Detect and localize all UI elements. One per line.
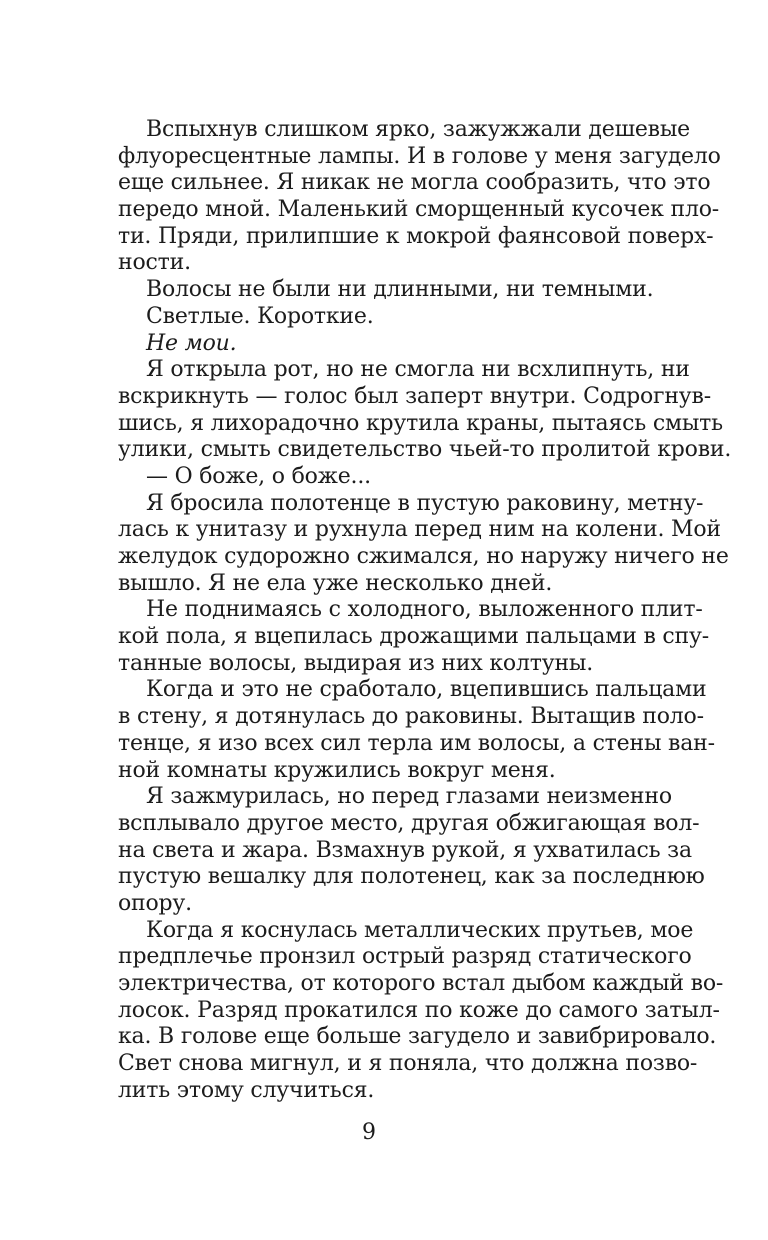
text-line: Не мои. bbox=[146, 330, 237, 356]
text-line: лосок. Разряд прокатился по коже до самого затыл- bbox=[118, 997, 720, 1023]
text-line: передо мной. Маленький сморщенный кусочек пло- bbox=[118, 197, 719, 223]
text-line: шись, я лихорадочно крутила краны, пытаясь смыть bbox=[118, 410, 723, 436]
text-line: Я зажмурилась, но перед глазами неизменно bbox=[146, 784, 672, 810]
text-line: предплечье пронзил острый разряд статического bbox=[118, 944, 692, 970]
text-line: кой пола, я вцепилась дрожащими пальцами в спу- bbox=[118, 624, 709, 650]
text-line: Когда и это не сработало, вцепившись пальцами bbox=[146, 677, 707, 703]
text-line: лить этому случиться. bbox=[118, 1077, 375, 1103]
text-line: вышло. Я не ела уже несколько дней. bbox=[118, 570, 553, 596]
text-line: — О боже, о боже... bbox=[146, 463, 371, 489]
text-line: ности. bbox=[118, 250, 191, 276]
body-text bbox=[118, 117, 732, 1104]
text-line: на света и жара. Взмахнув рукой, я ухватилась за bbox=[118, 837, 692, 863]
text-line: Светлые. Короткие. bbox=[146, 303, 374, 329]
text-line: Волосы не были ни длинными, ни темными. bbox=[146, 277, 654, 303]
text-line: Я бросила полотенце в пустую раковину, метну- bbox=[146, 490, 704, 516]
text-line: желудок судорожно сжимался, но наружу ничего не bbox=[118, 544, 729, 569]
text-line: танные волосы, выдирая из них колтуны. bbox=[118, 650, 594, 676]
text-line: ка. В голове еще больше загудело и завибрировало. bbox=[118, 1024, 717, 1050]
text-line: еще сильнее. Я никак не могла сообразить, что это bbox=[118, 170, 711, 196]
text-line: флуоресцентные лампы. И в голове у меня загудело bbox=[118, 143, 721, 169]
text-line: всплывало другое место, другая обжигающая вол- bbox=[118, 810, 700, 836]
text-line: Я открыла рот, но не смогла ни всхлипнуть, ни bbox=[146, 357, 690, 383]
text-line: ной комнаты кружились вокруг меня. bbox=[118, 757, 556, 783]
text-line: Вспыхнув слишком ярко, зажужжали дешевые bbox=[146, 117, 690, 142]
page-number: 9 bbox=[362, 1120, 376, 1145]
text-line: в стену, я дотянулась до раковины. Вытащив поло- bbox=[118, 704, 704, 730]
text-line: вскрикнуть — голос был заперт внутри. Содрогнув- bbox=[118, 383, 711, 409]
text-line: электричества, от которого встал дыбом каждый во- bbox=[118, 971, 724, 996]
text-line: пустую вешалку для полотенец, как за последнюю bbox=[118, 864, 705, 890]
text-line: опору. bbox=[118, 890, 192, 916]
text-line: тенце, я изо всех сил терла им волосы, а стены ван- bbox=[118, 730, 715, 756]
text-line: Не поднимаясь с холодного, выложенного плит- bbox=[146, 597, 703, 623]
text-line: улики, смыть свидетельство чьей-то пролитой крови. bbox=[118, 437, 732, 463]
text-line: Свет снова мигнул, и я поняла, что должна позво- bbox=[118, 1051, 698, 1077]
text-line: ти. Пряди, прилипшие к мокрой фаянсовой поверх- bbox=[118, 223, 714, 249]
text-line: лась к унитазу и рухнула перед ним на колени. Мой bbox=[118, 517, 721, 543]
text-line: Когда я коснулась металлических прутьев, мое bbox=[146, 917, 694, 943]
